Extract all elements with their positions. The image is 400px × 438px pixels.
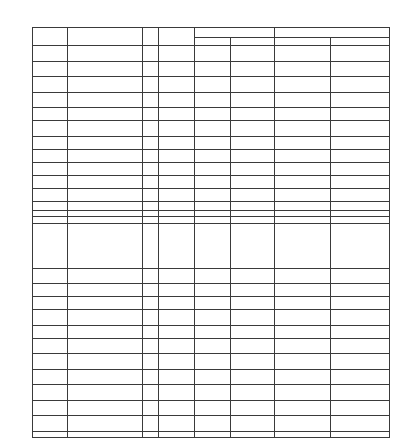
col-header-name bbox=[68, 28, 143, 46]
cell-c4 bbox=[331, 92, 390, 108]
cell-c2 bbox=[231, 354, 275, 370]
cell-c2 bbox=[231, 431, 275, 438]
cell-c4 bbox=[331, 136, 390, 149]
cell-code bbox=[33, 416, 68, 432]
cell-name bbox=[68, 61, 143, 77]
cell-qty bbox=[159, 46, 195, 62]
cell-code bbox=[33, 268, 68, 284]
cell-code bbox=[33, 431, 68, 438]
cell-c1 bbox=[195, 61, 231, 77]
cell-c1 bbox=[195, 188, 231, 201]
cell-qty bbox=[159, 162, 195, 175]
cell-c3 bbox=[275, 121, 331, 137]
cell-code bbox=[33, 136, 68, 149]
cell-unit bbox=[143, 369, 159, 385]
table-header-row bbox=[33, 28, 390, 38]
cell-code bbox=[33, 223, 68, 268]
cell-c1 bbox=[195, 201, 231, 210]
cell-name bbox=[68, 297, 143, 310]
table-row bbox=[33, 61, 390, 77]
cell-unit bbox=[143, 121, 159, 137]
cell-c4 bbox=[331, 297, 390, 310]
cell-c2 bbox=[231, 284, 275, 297]
table-row bbox=[33, 121, 390, 137]
cell-unit bbox=[143, 201, 159, 210]
cell-name bbox=[68, 175, 143, 188]
cell-c2 bbox=[231, 188, 275, 201]
cell-unit bbox=[143, 223, 159, 268]
cell-c1 bbox=[195, 400, 231, 416]
cell-code bbox=[33, 201, 68, 210]
cell-c2 bbox=[231, 92, 275, 108]
cell-c1 bbox=[195, 162, 231, 175]
cell-name bbox=[68, 201, 143, 210]
table-row bbox=[33, 77, 390, 93]
cell-qty bbox=[159, 369, 195, 385]
col-header-group2 bbox=[275, 28, 390, 38]
cell-unit bbox=[143, 268, 159, 284]
cell-c3 bbox=[275, 201, 331, 210]
cell-c2 bbox=[231, 400, 275, 416]
cell-qty bbox=[159, 108, 195, 121]
cell-qty bbox=[159, 121, 195, 137]
cell-c3 bbox=[275, 175, 331, 188]
cell-c3 bbox=[275, 108, 331, 121]
cell-c4 bbox=[331, 149, 390, 162]
cell-name bbox=[68, 121, 143, 137]
cell-unit bbox=[143, 77, 159, 93]
cell-c2 bbox=[231, 149, 275, 162]
cell-c3 bbox=[275, 223, 331, 268]
cell-qty bbox=[159, 149, 195, 162]
cell-c2 bbox=[231, 201, 275, 210]
cell-c4 bbox=[331, 268, 390, 284]
cell-c3 bbox=[275, 61, 331, 77]
table-row bbox=[33, 338, 390, 354]
table-row bbox=[33, 268, 390, 284]
cell-c1 bbox=[195, 431, 231, 438]
cell-c4 bbox=[331, 431, 390, 438]
cell-unit bbox=[143, 338, 159, 354]
cell-c1 bbox=[195, 92, 231, 108]
table-row bbox=[33, 310, 390, 326]
cell-name bbox=[68, 108, 143, 121]
cell-c2 bbox=[231, 416, 275, 432]
cell-c4 bbox=[331, 46, 390, 62]
cell-name bbox=[68, 338, 143, 354]
cell-c1 bbox=[195, 310, 231, 326]
cell-c3 bbox=[275, 416, 331, 432]
cell-c4 bbox=[331, 310, 390, 326]
cell-qty bbox=[159, 400, 195, 416]
cell-name bbox=[68, 223, 143, 268]
table-row bbox=[33, 385, 390, 401]
col-header-qty bbox=[159, 28, 195, 46]
cell-qty bbox=[159, 268, 195, 284]
cell-code bbox=[33, 338, 68, 354]
cell-c3 bbox=[275, 136, 331, 149]
cell-c4 bbox=[331, 108, 390, 121]
cell-name bbox=[68, 416, 143, 432]
table-row bbox=[33, 369, 390, 385]
cell-qty bbox=[159, 188, 195, 201]
cell-name bbox=[68, 325, 143, 338]
table-row bbox=[33, 416, 390, 432]
cell-c1 bbox=[195, 338, 231, 354]
table-row bbox=[33, 201, 390, 210]
table-row bbox=[33, 175, 390, 188]
cell-unit bbox=[143, 310, 159, 326]
quantity-table bbox=[32, 27, 390, 438]
cell-c2 bbox=[231, 310, 275, 326]
table-row bbox=[33, 297, 390, 310]
cell-c4 bbox=[331, 175, 390, 188]
cell-c3 bbox=[275, 284, 331, 297]
cell-c4 bbox=[331, 400, 390, 416]
cell-c2 bbox=[231, 162, 275, 175]
cell-c1 bbox=[195, 297, 231, 310]
cell-unit bbox=[143, 400, 159, 416]
cell-c1 bbox=[195, 416, 231, 432]
cell-c1 bbox=[195, 121, 231, 137]
cell-c2 bbox=[231, 297, 275, 310]
cell-c4 bbox=[331, 188, 390, 201]
cell-c1 bbox=[195, 369, 231, 385]
cell-c4 bbox=[331, 77, 390, 93]
cell-c3 bbox=[275, 310, 331, 326]
cell-unit bbox=[143, 297, 159, 310]
cell-unit bbox=[143, 92, 159, 108]
table-row bbox=[33, 284, 390, 297]
table-row bbox=[33, 136, 390, 149]
cell-c4 bbox=[331, 61, 390, 77]
cell-code bbox=[33, 188, 68, 201]
cell-unit bbox=[143, 385, 159, 401]
cell-name bbox=[68, 92, 143, 108]
col-header-sub4 bbox=[331, 38, 390, 46]
cell-code bbox=[33, 162, 68, 175]
col-header-sub1 bbox=[195, 38, 231, 46]
cell-code bbox=[33, 369, 68, 385]
cell-c2 bbox=[231, 268, 275, 284]
cell-code bbox=[33, 46, 68, 62]
cell-c3 bbox=[275, 268, 331, 284]
cell-c4 bbox=[331, 354, 390, 370]
cell-name bbox=[68, 149, 143, 162]
cell-c3 bbox=[275, 149, 331, 162]
cell-c2 bbox=[231, 77, 275, 93]
cell-name bbox=[68, 354, 143, 370]
cell-c4 bbox=[331, 284, 390, 297]
cell-c3 bbox=[275, 325, 331, 338]
col-header-sub2 bbox=[231, 38, 275, 46]
cell-c1 bbox=[195, 108, 231, 121]
cell-qty bbox=[159, 354, 195, 370]
cell-c4 bbox=[331, 385, 390, 401]
cell-c3 bbox=[275, 188, 331, 201]
cell-code bbox=[33, 325, 68, 338]
cell-c1 bbox=[195, 175, 231, 188]
cell-unit bbox=[143, 136, 159, 149]
cell-unit bbox=[143, 416, 159, 432]
cell-c2 bbox=[231, 61, 275, 77]
table-row bbox=[33, 162, 390, 175]
cell-code bbox=[33, 175, 68, 188]
cell-c2 bbox=[231, 369, 275, 385]
cell-qty bbox=[159, 92, 195, 108]
cell-name bbox=[68, 136, 143, 149]
col-header-group1 bbox=[195, 28, 275, 38]
table-row bbox=[33, 108, 390, 121]
cell-c1 bbox=[195, 46, 231, 62]
cell-c1 bbox=[195, 149, 231, 162]
table-row bbox=[33, 92, 390, 108]
cell-code bbox=[33, 61, 68, 77]
cell-unit bbox=[143, 61, 159, 77]
cell-c1 bbox=[195, 268, 231, 284]
table-row bbox=[33, 46, 390, 62]
cell-qty bbox=[159, 61, 195, 77]
cell-c2 bbox=[231, 121, 275, 137]
cell-qty bbox=[159, 310, 195, 326]
cell-qty bbox=[159, 338, 195, 354]
cell-c1 bbox=[195, 385, 231, 401]
cell-name bbox=[68, 46, 143, 62]
cell-c2 bbox=[231, 108, 275, 121]
cell-unit bbox=[143, 354, 159, 370]
table-row bbox=[33, 188, 390, 201]
cell-c4 bbox=[331, 201, 390, 210]
cell-c3 bbox=[275, 338, 331, 354]
cell-qty bbox=[159, 416, 195, 432]
cell-qty bbox=[159, 325, 195, 338]
cell-unit bbox=[143, 46, 159, 62]
cell-unit bbox=[143, 325, 159, 338]
cell-unit bbox=[143, 284, 159, 297]
cell-name bbox=[68, 369, 143, 385]
cell-code bbox=[33, 297, 68, 310]
cell-c3 bbox=[275, 431, 331, 438]
cell-qty bbox=[159, 136, 195, 149]
cell-qty bbox=[159, 201, 195, 210]
cell-c3 bbox=[275, 385, 331, 401]
cell-qty bbox=[159, 223, 195, 268]
cell-c3 bbox=[275, 77, 331, 93]
table-row bbox=[33, 354, 390, 370]
cell-c2 bbox=[231, 385, 275, 401]
cell-qty bbox=[159, 297, 195, 310]
cell-code bbox=[33, 149, 68, 162]
cell-c1 bbox=[195, 223, 231, 268]
cell-code bbox=[33, 77, 68, 93]
cell-code bbox=[33, 121, 68, 137]
cell-name bbox=[68, 310, 143, 326]
table-row bbox=[33, 149, 390, 162]
cell-unit bbox=[143, 149, 159, 162]
cell-name bbox=[68, 385, 143, 401]
cell-c4 bbox=[331, 338, 390, 354]
cell-code bbox=[33, 92, 68, 108]
cell-c3 bbox=[275, 400, 331, 416]
cell-unit bbox=[143, 188, 159, 201]
col-header-sub3 bbox=[275, 38, 331, 46]
cell-unit bbox=[143, 162, 159, 175]
cell-qty bbox=[159, 284, 195, 297]
cell-c4 bbox=[331, 121, 390, 137]
cell-qty bbox=[159, 385, 195, 401]
cell-c1 bbox=[195, 354, 231, 370]
cell-qty bbox=[159, 431, 195, 438]
cell-code bbox=[33, 385, 68, 401]
cell-c2 bbox=[231, 46, 275, 62]
cell-c3 bbox=[275, 297, 331, 310]
cell-name bbox=[68, 400, 143, 416]
col-header-unit bbox=[143, 28, 159, 46]
cell-c3 bbox=[275, 92, 331, 108]
cell-c1 bbox=[195, 77, 231, 93]
cell-code bbox=[33, 108, 68, 121]
cell-c1 bbox=[195, 325, 231, 338]
cell-c3 bbox=[275, 354, 331, 370]
cell-qty bbox=[159, 175, 195, 188]
cell-c2 bbox=[231, 175, 275, 188]
cell-c4 bbox=[331, 325, 390, 338]
cell-c1 bbox=[195, 284, 231, 297]
cell-c3 bbox=[275, 369, 331, 385]
cell-c2 bbox=[231, 325, 275, 338]
cell-c3 bbox=[275, 162, 331, 175]
table-row bbox=[33, 400, 390, 416]
table-row bbox=[33, 431, 390, 438]
cell-c4 bbox=[331, 162, 390, 175]
cell-c2 bbox=[231, 338, 275, 354]
cell-code bbox=[33, 354, 68, 370]
cell-c2 bbox=[231, 136, 275, 149]
cell-code bbox=[33, 400, 68, 416]
cell-c1 bbox=[195, 136, 231, 149]
cell-c4 bbox=[331, 416, 390, 432]
cell-name bbox=[68, 431, 143, 438]
table-row bbox=[33, 325, 390, 338]
cell-name bbox=[68, 188, 143, 201]
col-header-code bbox=[33, 28, 68, 46]
cell-code bbox=[33, 284, 68, 297]
cell-c2 bbox=[231, 223, 275, 268]
cell-qty bbox=[159, 77, 195, 93]
cell-c3 bbox=[275, 46, 331, 62]
cell-name bbox=[68, 77, 143, 93]
table-row bbox=[33, 223, 390, 268]
cell-name bbox=[68, 284, 143, 297]
cell-c4 bbox=[331, 223, 390, 268]
cell-unit bbox=[143, 108, 159, 121]
cell-unit bbox=[143, 431, 159, 438]
cell-name bbox=[68, 268, 143, 284]
cell-name bbox=[68, 162, 143, 175]
cell-unit bbox=[143, 175, 159, 188]
cell-c4 bbox=[331, 369, 390, 385]
cell-code bbox=[33, 310, 68, 326]
